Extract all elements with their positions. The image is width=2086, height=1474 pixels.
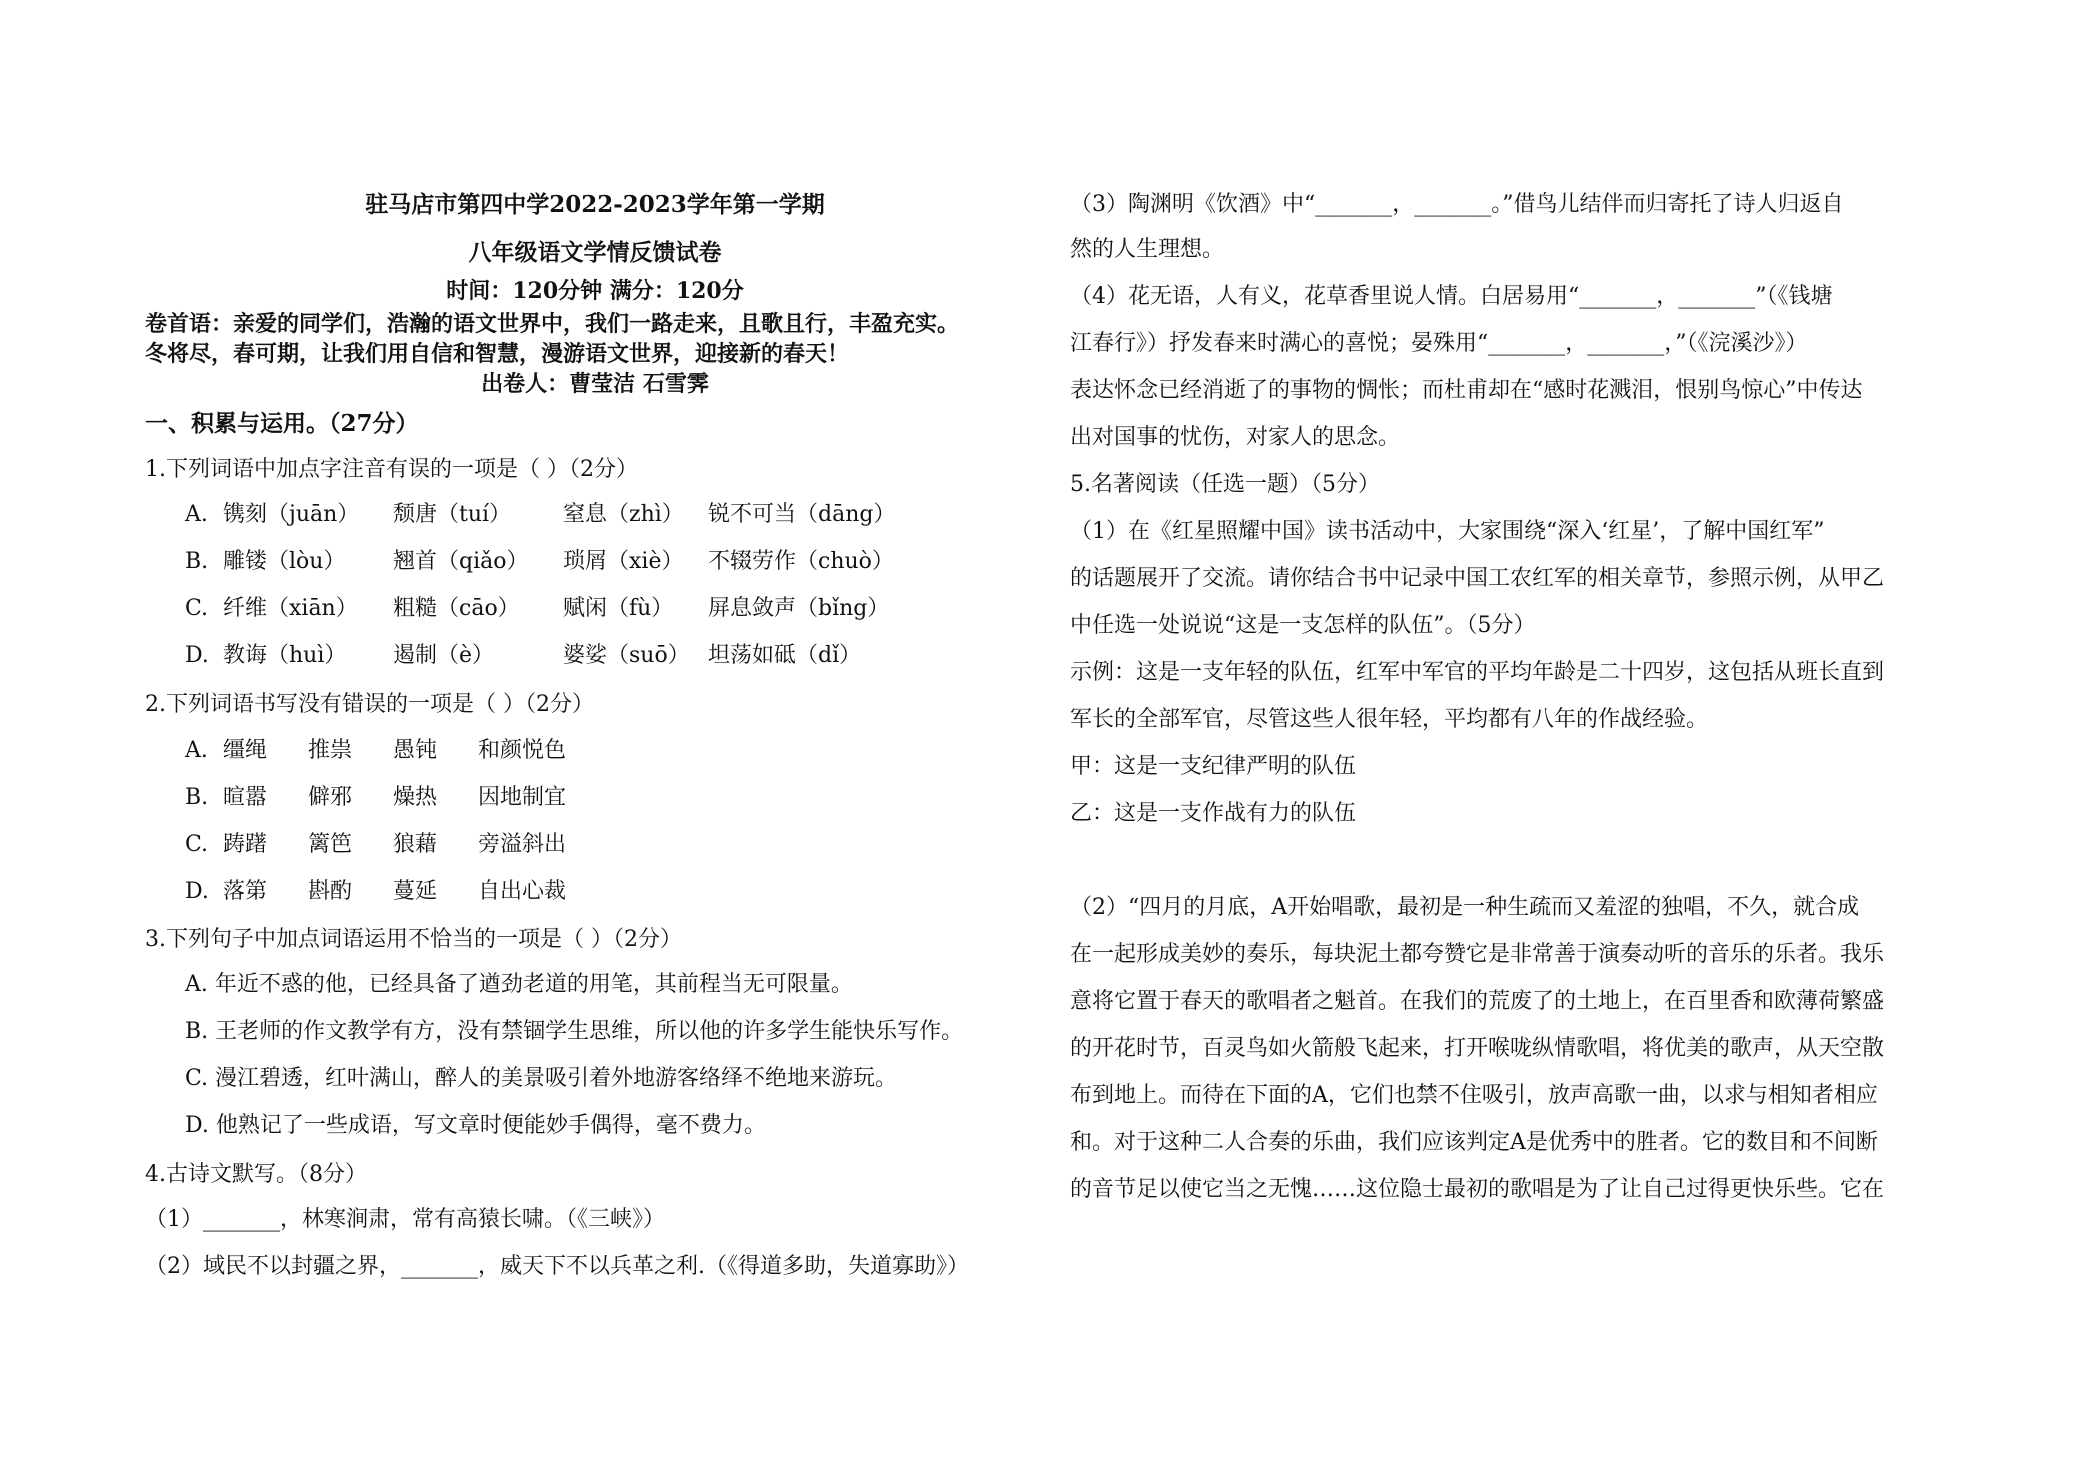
- option-item: 暄嚣: [223, 785, 268, 810]
- option-letter: A.: [185, 738, 208, 763]
- option-item: 踌躇: [223, 832, 268, 857]
- question-5-line: 中任选一处说说“这是一支怎样的队伍”。（5分）: [1070, 613, 1536, 638]
- question-2-stem: 2.下列词语书写没有错误的一项是（ ）（2分）: [145, 692, 594, 717]
- option-item: 婆娑（suō）: [563, 643, 690, 668]
- option-item: 落第: [223, 879, 268, 904]
- question-1-option: [185, 500, 895, 530]
- question-3-stem: 3.下列句子中加点词语运用不恰当的一项是（ ）（2分）: [145, 927, 682, 952]
- option-item: 和颜悦色: [478, 738, 567, 763]
- question-4-item: （2）域民不以封疆之界，_______，威天下不以兵革之利.（《得道多助，失道寡助》）: [145, 1254, 969, 1279]
- exam-meta: 时间：120分钟 满分：120分: [446, 278, 744, 304]
- option-letter: D.: [185, 643, 209, 668]
- question-5-line: 甲：这是一支纪律严明的队伍: [1070, 754, 1357, 779]
- question-5-line: （1）在《红星照耀中国》读书活动中，大家围绕“深入‘红星’，了解中国红军”: [1070, 519, 1825, 544]
- question-2-option: [185, 736, 566, 766]
- question-1-option: [185, 641, 861, 671]
- question-3-option: D. 他熟记了一些成语，写文章时便能妙手偶得，毫不费力。: [185, 1113, 766, 1138]
- passage-line: 布到地上。而待在下面的A，它们也禁不住吸引，放声高歌一曲，以求与相知者相应: [1070, 1083, 1878, 1108]
- option-item: 镌刻（juān）: [223, 502, 360, 527]
- option-item: 斟酌: [308, 879, 353, 904]
- exam-title: 驻马店市第四中学2022-2023学年第一学期: [365, 191, 825, 218]
- option-item: 蔓延: [393, 879, 438, 904]
- question-4-item: （1）_______，林寒涧肃，常有高猿长啸。（《三峡》）: [145, 1207, 665, 1232]
- passage-line: 意将它置于春天的歌唱者之魁首。在我们的荒废了的土地上，在百里香和欧薄荷繁盛: [1070, 989, 1885, 1014]
- option-item: 翘首（qiǎo）: [393, 549, 529, 574]
- question-5-line: 的话题展开了交流。请你结合书中记录中国工农红军的相关章节，参照示例，从甲乙: [1070, 566, 1885, 591]
- passage-line: 和。对于这种二人合奏的乐曲，我们应该判定A是优秀中的胜者。它的数目和不间断: [1070, 1130, 1878, 1155]
- question-4-item: 表达怀念已经消逝了的事物的惆怅；而杜甫却在“感时花溅泪，恨别鸟惊心”中传达: [1070, 378, 1863, 403]
- passage-line: （2）“四月的月底，A开始唱歌，最初是一种生疏而又羞涩的独唱，不久，就合成: [1070, 895, 1860, 920]
- option-item: 雕镂（lòu）: [223, 549, 346, 574]
- question-4-item: 出对国事的忧伤，对家人的思念。: [1070, 425, 1401, 450]
- question-5-line: 乙：这是一支作战有力的队伍: [1070, 801, 1357, 826]
- question-2-option: [185, 877, 566, 907]
- option-item: 僻邪: [308, 785, 353, 810]
- option-item: 不辍劳作（chuò）: [708, 549, 894, 574]
- question-1-option: [185, 547, 894, 577]
- option-item: 琐屑（xiè）: [563, 549, 684, 574]
- option-item: 窒息（zhì）: [563, 502, 684, 527]
- question-3-option: C. 漫江碧透，红叶满山，醉人的美景吸引着外地游客络绎不绝地来游玩。: [185, 1066, 898, 1091]
- option-letter: B.: [185, 549, 209, 574]
- exam-authors: 出卷人：曹莹洁 石雪霁: [481, 371, 709, 397]
- question-3-option: A. 年近不惑的他，已经具备了遒劲老道的用笔，其前程当无可限量。: [185, 972, 853, 997]
- intro-line-1: 卷首语：亲爱的同学们，浩瀚的语文世界中，我们一路走来，且歌且行，丰盈充实。: [145, 311, 960, 337]
- question-5-line: 军长的全部军官，尽管这些人很年轻，平均都有八年的作战经验。: [1070, 707, 1709, 732]
- option-letter: C.: [185, 832, 209, 857]
- section-heading: 一、积累与运用。（27分）: [145, 410, 419, 437]
- option-item: 锐不可当（dāng）: [708, 502, 896, 527]
- option-item: 篱笆: [308, 832, 353, 857]
- option-item: 旁溢斜出: [478, 832, 567, 857]
- exam-subtitle: 八年级语文学情反馈试卷: [468, 239, 722, 266]
- passage-line: 的音节足以使它当之无愧……这位隐士最初的歌唱是为了让自己过得更快乐些。它在: [1070, 1177, 1885, 1202]
- question-2-option: [185, 830, 566, 860]
- question-5-stem: 5.名著阅读（任选一题）（5分）: [1070, 472, 1380, 497]
- option-letter: B.: [185, 785, 209, 810]
- option-item: 缰绳: [223, 738, 268, 763]
- question-1-stem: 1.下列词语中加点字注音有误的一项是（ ）（2分）: [145, 457, 638, 482]
- option-item: 颓唐（tuí）: [393, 502, 512, 527]
- question-4-item: （3）陶渊明《饮酒》中“_______，_______。”借鸟儿结伴而归寄托了诗人归返自: [1070, 192, 1844, 217]
- option-item: 教诲（huì）: [223, 643, 347, 668]
- option-letter: A.: [185, 502, 208, 527]
- passage-line: 的开花时节，百灵鸟如火箭般飞起来，打开喉咙纵情歌唱，将优美的歌声，从天空散: [1070, 1036, 1885, 1061]
- option-item: 狼藉: [393, 832, 438, 857]
- option-item: 愚钝: [393, 738, 438, 763]
- option-item: 自出心裁: [478, 879, 567, 904]
- question-1-option: [185, 594, 889, 624]
- question-4-stem: 4.古诗文默写。（8分）: [145, 1162, 367, 1187]
- question-4-item: 江春行》）抒发春来时满心的喜悦；晏殊用“_______，_______，”（《浣溪沙》）: [1070, 331, 1808, 356]
- option-item: 推祟: [308, 738, 353, 763]
- question-5-line: 示例：这是一支年轻的队伍，红军中军官的平均年龄是二十四岁，这包括从班长直到: [1070, 660, 1885, 685]
- option-item: 屏息敛声（bǐng）: [708, 596, 890, 621]
- intro-line-2: 冬将尽，春可期，让我们用自信和智慧，漫游语文世界，迎接新的春天！: [145, 341, 850, 367]
- option-letter: C.: [185, 596, 209, 621]
- option-item: 坦荡如砥（dǐ）: [708, 643, 862, 668]
- option-item: 遏制（è）: [393, 643, 495, 668]
- option-item: 燥热: [393, 785, 438, 810]
- passage-line: 在一起形成美妙的奏乐，每块泥土都夸赞它是非常善于演奏动听的音乐的乐者。我乐: [1070, 942, 1885, 967]
- option-item: 纤维（xiān）: [223, 596, 358, 621]
- question-3-option: B. 王老师的作文教学有方，没有禁锢学生思维，所以他的许多学生能快乐写作。: [185, 1019, 964, 1044]
- option-item: 因地制宜: [478, 785, 567, 810]
- question-4-item: （4）花无语，人有义，花草香里说人情。白居易用“_______，_______”（《钱塘: [1070, 284, 1833, 309]
- option-letter: D.: [185, 879, 209, 904]
- option-item: 粗糙（cāo）: [393, 596, 520, 621]
- question-4-item: 然的人生理想。: [1070, 237, 1225, 262]
- question-2-option: [185, 783, 566, 813]
- option-item: 赋闲（fù）: [563, 596, 674, 621]
